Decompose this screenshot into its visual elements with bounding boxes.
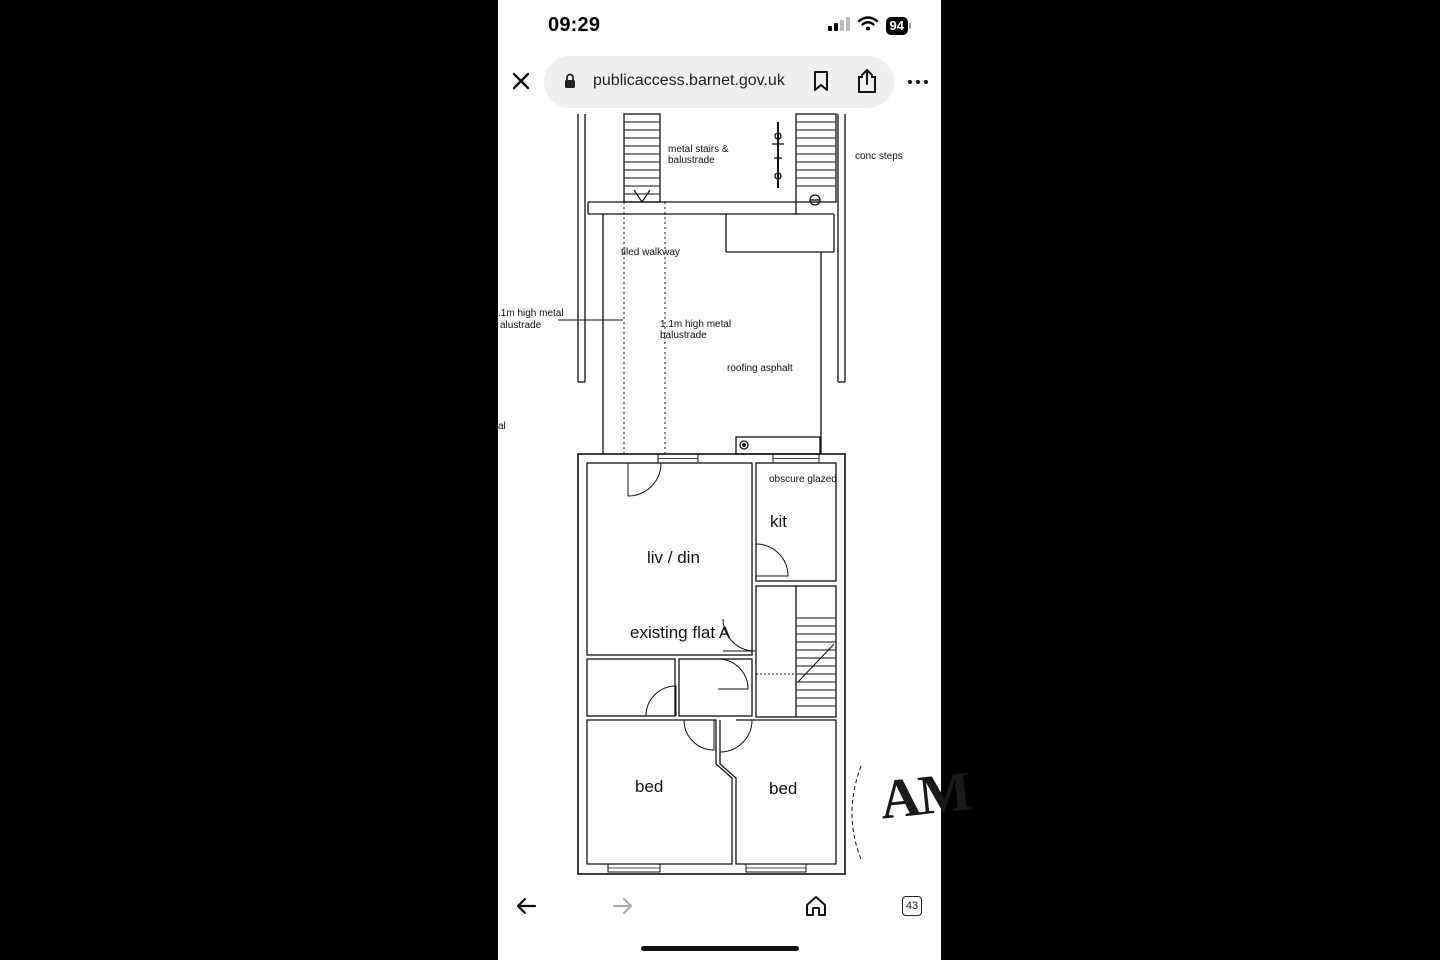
label-conc-steps: conc steps bbox=[855, 151, 903, 162]
label-left-balustrade-1: .1m high metal bbox=[498, 308, 564, 319]
tabs-button[interactable] bbox=[896, 890, 928, 922]
close-icon bbox=[512, 72, 530, 90]
home-button[interactable] bbox=[800, 890, 832, 922]
back-arrow-icon bbox=[515, 897, 537, 915]
label-metal-stairs-1: metal stairs & bbox=[668, 144, 729, 155]
more-icon bbox=[906, 70, 930, 94]
bookmark-button[interactable] bbox=[812, 70, 830, 97]
label-liv-din: liv / din bbox=[647, 548, 700, 567]
forward-button[interactable] bbox=[607, 890, 639, 922]
label-roofing: roofing asphalt bbox=[727, 363, 793, 374]
share-icon bbox=[856, 68, 878, 94]
bottom-toolbar bbox=[498, 880, 941, 960]
label-tiled-walkway: tiled walkway bbox=[621, 247, 680, 258]
home-indicator bbox=[641, 946, 799, 951]
status-time: 09:29 bbox=[548, 14, 601, 36]
label-obscure-glazed: obscure glazed bbox=[769, 474, 837, 485]
label-kit: kit bbox=[770, 512, 787, 531]
more-button[interactable] bbox=[906, 70, 930, 94]
url-bar[interactable] bbox=[544, 56, 894, 108]
lock-icon bbox=[564, 73, 576, 89]
back-button[interactable] bbox=[510, 890, 542, 922]
label-existing-flat: existing flat A bbox=[630, 623, 731, 642]
floor-plan-document[interactable] bbox=[498, 114, 973, 880]
phone-screen bbox=[498, 0, 973, 960]
bookmark-icon bbox=[812, 70, 830, 92]
close-button[interactable] bbox=[508, 68, 534, 94]
label-mid-balustrade-2: balustrade bbox=[660, 330, 707, 341]
home-icon bbox=[805, 895, 827, 917]
label-bed-2: bed bbox=[769, 779, 798, 798]
url-text: publicaccess.barnet.gov.uk bbox=[593, 72, 785, 89]
wifi-icon bbox=[858, 16, 878, 36]
approval-stamp: AM bbox=[877, 760, 973, 832]
tabs-icon bbox=[902, 896, 922, 916]
label-mid-balustrade-1: 1.1m high metal bbox=[660, 319, 732, 330]
signal-icon bbox=[828, 17, 850, 36]
battery-icon bbox=[886, 17, 911, 35]
label-bed-1: bed bbox=[635, 777, 664, 796]
floor-plan-drawing bbox=[498, 114, 941, 880]
share-button[interactable] bbox=[856, 68, 878, 99]
status-icons bbox=[828, 15, 911, 37]
label-metal-stairs-2: balustrade bbox=[668, 155, 715, 166]
label-edge-note: al bbox=[498, 421, 506, 432]
label-left-balustrade-2: alustrade bbox=[500, 320, 542, 331]
battery-level: 94 bbox=[886, 17, 908, 35]
forward-arrow-icon bbox=[612, 897, 634, 915]
tab-count: 43 bbox=[905, 900, 919, 912]
